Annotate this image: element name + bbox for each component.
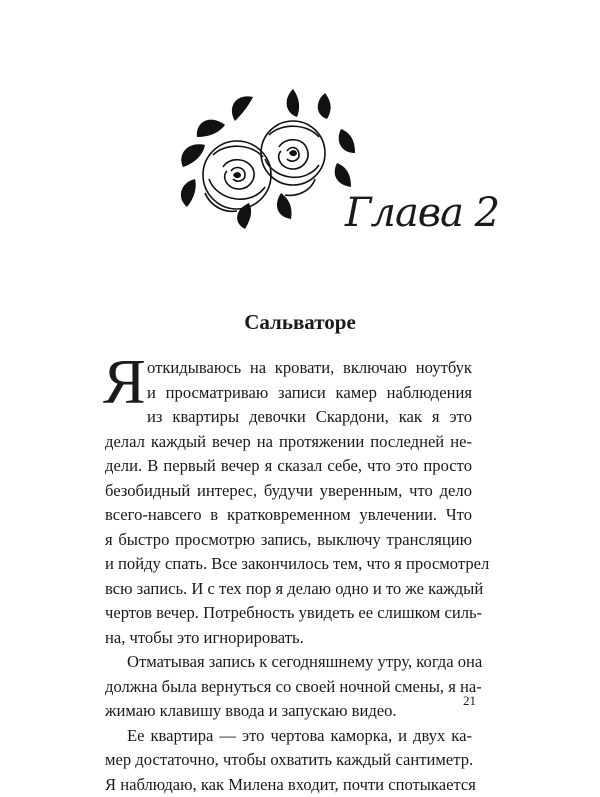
text-line: жимаю клавишу ввода и запускаю видео. [105,699,472,724]
text-line: мер достаточно, чтобы охватить каждый сантиметр. [105,748,472,773]
text-line: я быстро просмотрю запись, выключу трансляцию [105,528,472,553]
section-heading: Сальваторе [0,310,600,335]
text-line: всю запись. И с тех пор я делаю одно и то же каждый [105,577,472,602]
text-line: чертов вечер. Потребность увидеть ее слишком силь- [105,601,472,626]
text-line: дели. В первый вечер я сказал себе, что это просто [105,454,472,479]
text-line: всего-навсего в кратковременном увлечении. Что [105,503,472,528]
text-line: Я наблюдаю, как Милена входит, почти спотыкается [105,773,472,797]
text-line: должна была вернуться со своей ночной смены, я на- [105,675,472,700]
drop-cap: Я [103,350,146,414]
chapter-title: Глава 2 [345,190,499,236]
text-line: и пойду спать. Все закончилось тем, что я просмотрел [105,552,472,577]
text-line: Ее квартира — это чертова каморка, и двух ка- [105,724,472,749]
text-line: и просматриваю записи камер наблюдения [147,381,472,406]
text-line: делал каждый вечер на протяжении последней не- [105,430,472,455]
body-text [105,356,472,797]
page-number: 21 [463,693,476,709]
text-line: Отматывая запись к сегодняшнему утру, когда она [105,650,472,675]
text-line: откидываюсь на кровати, включаю ноутбук [147,356,472,381]
text-line: из квартиры девочки Скардони, как я это [147,405,472,430]
roses-illustration-icon [165,83,365,233]
text-line: на, чтобы это игнорировать. [105,626,472,651]
text-line: безобидный интерес, будучи уверенным, что дело [105,479,472,504]
